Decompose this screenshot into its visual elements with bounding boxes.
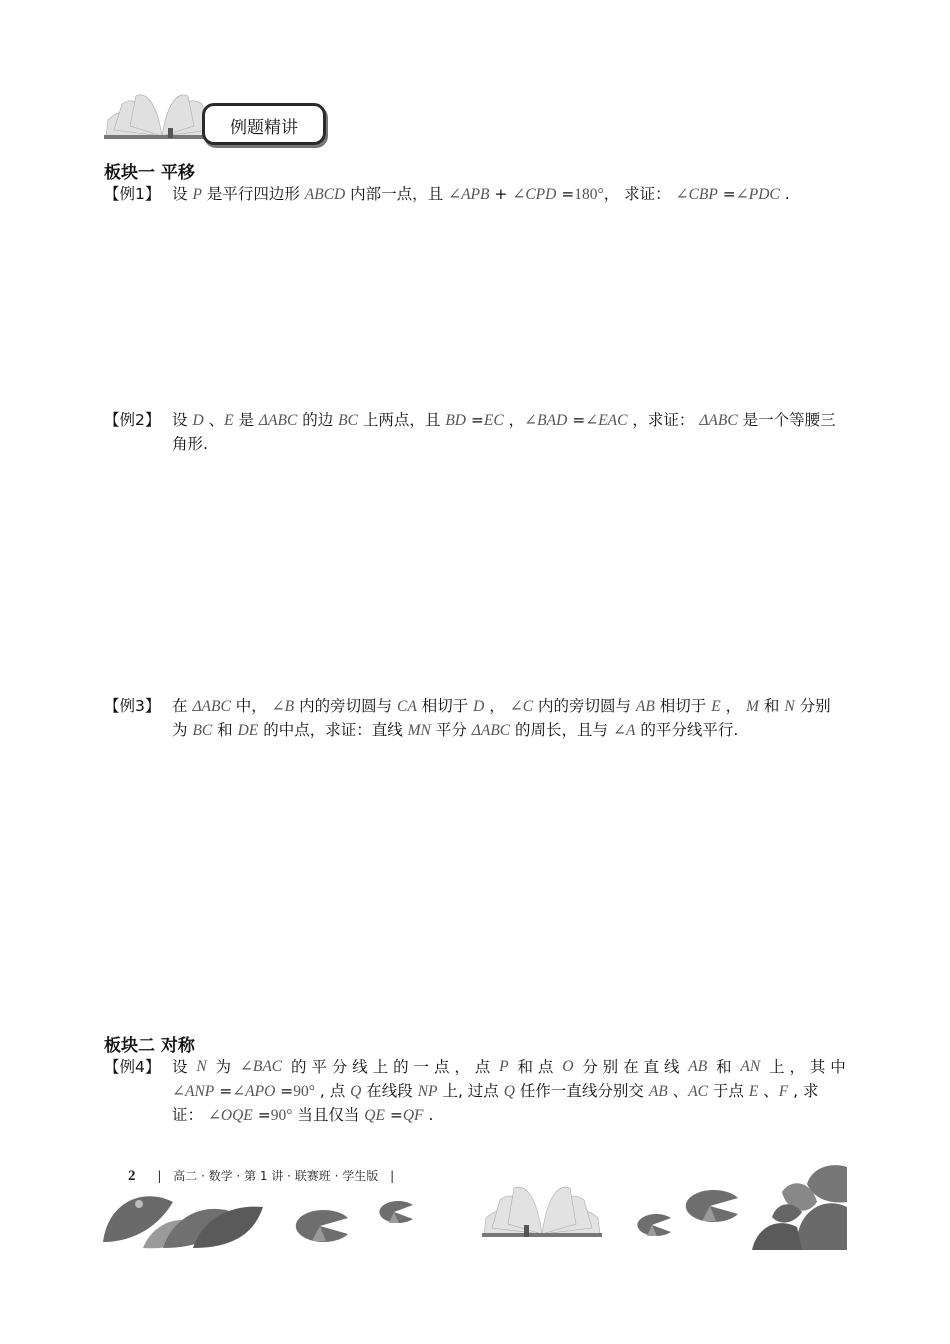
math-expression: AB: [635, 698, 655, 715]
math-expression: D: [192, 412, 204, 429]
leaves-icon: [752, 1162, 848, 1250]
text-run: =: [556, 185, 575, 203]
text-run: 角形.: [172, 435, 208, 453]
text-run: .: [779, 185, 790, 203]
text-run: 设: [172, 1058, 188, 1076]
example-label: 【例2】: [104, 411, 161, 429]
math-expression: P: [192, 186, 202, 203]
math-expression: BC: [338, 412, 358, 429]
example-4-line-1: [172, 1055, 846, 1079]
math-expression: F: [778, 1083, 789, 1100]
header-banner: [104, 90, 334, 145]
text-run: 在线段: [361, 1082, 418, 1100]
text-run: 为: [172, 721, 193, 739]
text-run: ，: [484, 697, 510, 715]
math-expression: AC: [688, 1083, 708, 1100]
math-expression: QF: [402, 1107, 424, 1124]
text-run: 设: [172, 185, 193, 203]
text-run: , 求: [788, 1082, 819, 1100]
text-run: 上两点，且: [357, 411, 446, 429]
lily-pad-icon: [680, 1188, 740, 1224]
text-run: 于点: [708, 1082, 749, 1100]
math-expression: AB: [688, 1058, 708, 1075]
math-expression: ∠A: [612, 722, 636, 739]
math-expression: ∠C: [509, 698, 534, 715]
banner-label-box: [202, 103, 326, 145]
math-expression: BC: [192, 722, 213, 739]
text-run: 在: [172, 697, 193, 715]
lily-pad-icon: [374, 1199, 414, 1225]
math-number: 90°: [270, 1107, 293, 1124]
text-run: 的平分线平行.: [635, 721, 739, 739]
math-expression: CA: [397, 698, 417, 715]
example-2-line-2: [172, 432, 208, 456]
text-run: 分 别 在 直 线: [582, 1058, 680, 1076]
math-expression: QE: [364, 1107, 385, 1124]
math-expression: ∠BAD: [524, 412, 568, 429]
math-expression: ∠BAC: [239, 1058, 283, 1075]
text-run: 中，: [230, 697, 272, 715]
text-run: 的 平 分 线 上 的 一 点 ， 点: [290, 1058, 491, 1076]
text-run: =: [214, 1082, 233, 1100]
math-expression: ∠CPD: [512, 186, 557, 203]
text-run: 任作一直线分别交: [514, 1082, 649, 1100]
example-2-line-1: [172, 408, 836, 433]
example-label: 【例3】: [104, 697, 161, 715]
text-run: 上, 过点: [437, 1082, 504, 1100]
math-expression: ∠OQE: [207, 1107, 253, 1124]
text-run: =: [717, 185, 736, 203]
text-run: 内部一点，且: [345, 185, 449, 203]
math-expression: BD: [445, 412, 466, 429]
text-run: ， 求证：: [603, 185, 676, 203]
text-run: 相切于: [654, 697, 712, 715]
math-expression: ∠APB: [448, 186, 490, 203]
math-expression: ∠ANP: [172, 1083, 215, 1100]
example-3-line-2: [172, 718, 738, 743]
text-run: 是: [233, 411, 259, 429]
leaves-icon: [103, 1182, 268, 1250]
math-expression: ∠PDC: [735, 186, 780, 203]
math-expression: Q: [350, 1083, 362, 1100]
example-label: 【例1】: [104, 185, 161, 203]
text-run: ，: [503, 411, 525, 429]
example-4-line-2: [172, 1079, 819, 1104]
math-expression: ΔABC: [258, 412, 298, 429]
text-run: 和 点: [517, 1058, 554, 1076]
footer-text: 高二 · 数学 · 第 1 讲 · 联赛班 · 学生版: [173, 1169, 379, 1183]
text-run: 证：: [172, 1106, 208, 1124]
section-title: 板块一 平移: [104, 163, 195, 183]
lily-pad-icon: [632, 1212, 672, 1238]
text-run: 的边: [297, 411, 339, 429]
math-expression: ∠APO: [232, 1083, 276, 1100]
text-run: 内的旁切圆与: [533, 697, 636, 715]
math-number: 180°: [574, 186, 604, 203]
example-1-line-1: [172, 182, 790, 207]
text-run: =: [384, 1106, 403, 1124]
math-expression: AN: [740, 1058, 761, 1075]
text-run: .: [423, 1106, 434, 1124]
text-run: ，求证：: [627, 411, 700, 429]
math-expression: Q: [503, 1083, 515, 1100]
math-expression: E: [224, 412, 234, 429]
text-run: , 点: [314, 1082, 351, 1100]
section-title: 板块二 对称: [104, 1036, 195, 1056]
text-run: +: [489, 185, 513, 203]
text-run: 当且仅当: [292, 1106, 365, 1124]
math-expression: AB: [648, 1083, 668, 1100]
page-number: 2: [128, 1168, 136, 1184]
text-run: 、: [667, 1082, 689, 1100]
text-run: =: [252, 1106, 271, 1124]
text-run: 的周长，且与: [510, 721, 613, 739]
text-run: 和: [716, 1058, 732, 1076]
text-run: 、: [203, 411, 225, 429]
math-expression: E: [711, 698, 721, 715]
math-expression: E: [748, 1083, 759, 1100]
math-expression: ∠CBP: [675, 186, 718, 203]
math-number: 90°: [293, 1083, 315, 1100]
text-run: =: [465, 411, 484, 429]
lily-pad-icon: [290, 1208, 350, 1244]
math-expression: DE: [237, 722, 259, 739]
text-run: 、: [758, 1082, 779, 1100]
math-expression: O: [562, 1058, 574, 1075]
text-run: 是平行四边形: [201, 185, 305, 203]
math-expression: N: [196, 1058, 207, 1075]
text-run: 的中点，求证：直线: [258, 721, 408, 739]
text-run: 和: [758, 697, 785, 715]
text-run: 内的旁切圆与: [294, 697, 397, 715]
math-expression: D: [473, 698, 485, 715]
text-run: =: [275, 1082, 294, 1100]
text-run: 是一个等腰三: [737, 411, 836, 429]
math-expression: ΔABC: [471, 722, 511, 739]
footer-separator: |: [157, 1169, 162, 1183]
text-run: 上 ， 其 中: [769, 1058, 846, 1076]
text-run: 分别: [794, 697, 831, 715]
math-expression: ΔABC: [192, 698, 231, 715]
math-expression: P: [499, 1058, 509, 1075]
footer-separator: |: [390, 1169, 395, 1183]
text-run: 设: [172, 411, 193, 429]
text-run: 和: [212, 721, 238, 739]
math-expression: ∠EAC: [585, 412, 628, 429]
math-expression: ABCD: [304, 186, 346, 203]
math-expression: N: [784, 698, 795, 715]
text-run: 为: [215, 1058, 232, 1076]
example-4-line-3: [172, 1103, 433, 1128]
math-expression: NP: [417, 1083, 438, 1100]
banner-label: 例题精讲: [230, 118, 298, 138]
example-3-line-1: [172, 694, 831, 719]
math-expression: MN: [407, 722, 431, 739]
math-expression: EC: [483, 412, 504, 429]
text-run: =: [567, 411, 586, 429]
math-expression: ΔABC: [699, 412, 738, 429]
text-run: 相切于: [416, 697, 474, 715]
open-book-icon: [482, 1180, 602, 1250]
text-run: 平分: [430, 721, 472, 739]
example-label: 【例4】: [104, 1058, 161, 1076]
math-expression: M: [746, 698, 759, 715]
text-run: ，: [720, 697, 747, 715]
math-expression: ∠B: [271, 698, 295, 715]
